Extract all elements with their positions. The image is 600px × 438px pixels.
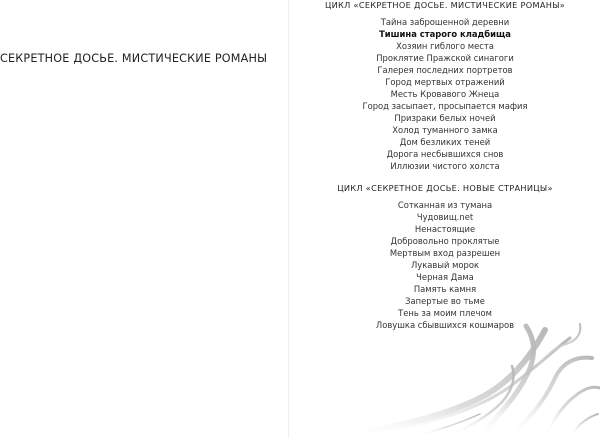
book-title: Проклятие Пражской синагоги bbox=[376, 53, 514, 63]
book-title: Холод туманного замка bbox=[392, 125, 498, 135]
book-title: Хозяин гиблого места bbox=[396, 41, 494, 51]
book-title: Ловушка сбывшихся кошмаров bbox=[375, 320, 515, 330]
left-page bbox=[0, 0, 288, 438]
book-title: Галерея последних портретов bbox=[377, 65, 513, 75]
book-list bbox=[289, 199, 600, 331]
book-title: Город мертвых отражений bbox=[385, 77, 505, 87]
book-title: Город засыпает, просыпается мафия bbox=[362, 101, 528, 111]
book-title: Иллюзии чистого холста bbox=[390, 161, 500, 171]
book-title: Дорога несбывшихся снов bbox=[386, 149, 504, 159]
series-block-mystic-novels bbox=[289, 0, 600, 172]
book-title: Черная Дама bbox=[416, 272, 474, 282]
book-title: Память камня bbox=[413, 284, 477, 294]
book-title: Запертые во тьме bbox=[405, 296, 485, 306]
book-title: Тень за моим плечом bbox=[398, 308, 492, 318]
series-heading: ЦИКЛ «СЕКРЕТНОЕ ДОСЬЕ. МИСТИЧЕСКИЕ РОМАНЫ» bbox=[324, 0, 566, 10]
book-title: Мертвым вход разрешен bbox=[389, 248, 501, 258]
book-title: Добровольно проклятые bbox=[390, 236, 500, 246]
book-title: Лукавый морок bbox=[410, 260, 480, 270]
book-title: Призраки белых ночей bbox=[394, 113, 496, 123]
book-title: Дом безликих теней bbox=[399, 137, 491, 147]
book-list bbox=[289, 16, 600, 172]
book-title-current: Тишина старого кладбища bbox=[379, 29, 511, 39]
series-block-new-pages bbox=[289, 182, 600, 331]
smoke-swirl-ornament-icon bbox=[330, 318, 600, 438]
left-page-title: СЕКРЕТНОЕ ДОСЬЕ. МИСТИЧЕСКИЕ РОМАНЫ bbox=[0, 52, 268, 65]
book-title: Сотканная из тумана bbox=[397, 200, 493, 210]
book-title: Ненастоящие bbox=[414, 224, 476, 234]
series-heading: ЦИКЛ «СЕКРЕТНОЕ ДОСЬЕ. НОВЫЕ СТРАНИЦЫ» bbox=[337, 183, 553, 193]
book-title: Тайна заброшенной деревни bbox=[380, 17, 510, 27]
book-title: Месть Кровавого Жнеца bbox=[390, 89, 500, 99]
book-title: Чудовищ.net bbox=[416, 212, 474, 222]
